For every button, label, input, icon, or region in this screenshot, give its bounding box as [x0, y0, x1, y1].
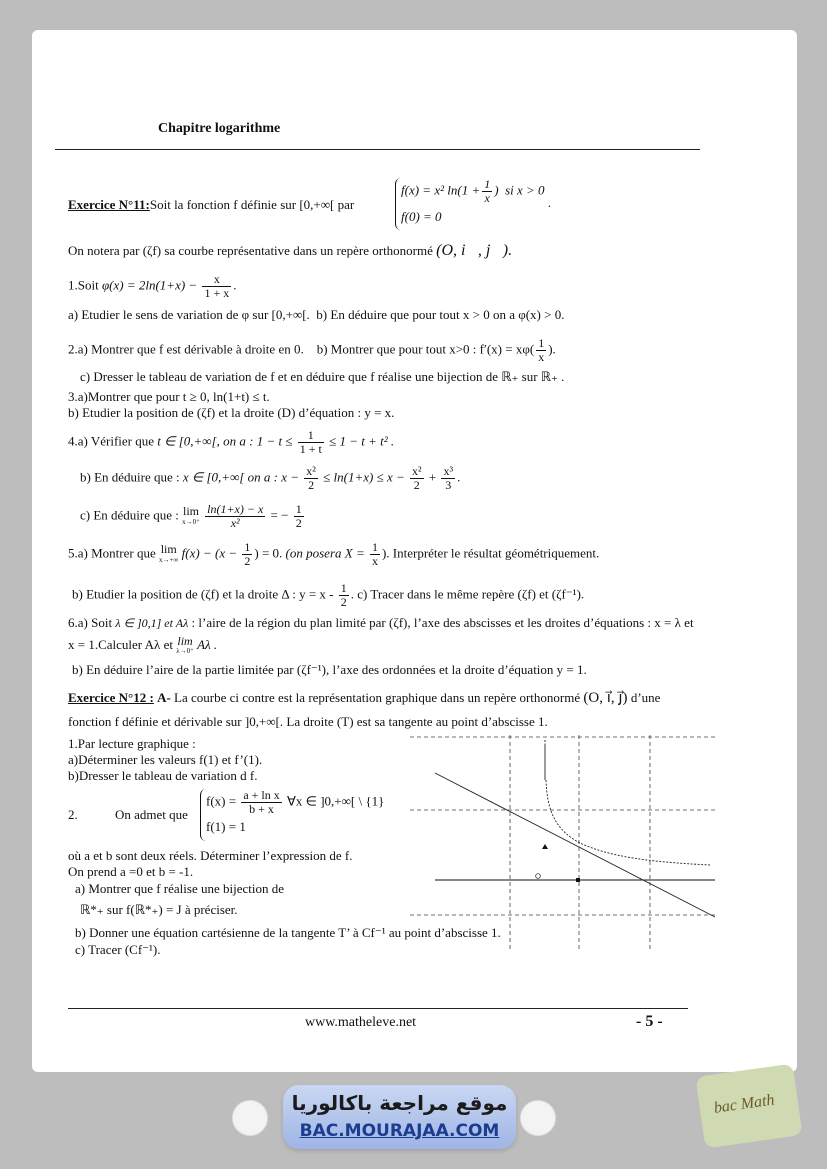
chapter-title: Chapitre logarithme — [158, 121, 281, 136]
right-logo-icon — [520, 1100, 556, 1136]
ex11-q3b: b) Etudier la position de (ζf) et la droite (D) d’équation : y = x. — [68, 405, 395, 420]
ex11-q4c — [80, 503, 306, 530]
footer-url[interactable]: www.matheleve.net — [305, 1015, 417, 1030]
ex11-case2: f(0) = 0 — [401, 209, 442, 224]
ex11-q4a-prefix: 4.a) Vérifier que — [68, 433, 155, 449]
ex11-q5a-prefix: 5.a) Montrer que — [68, 545, 156, 561]
ex11-q3a: 3.a)Montrer que pour t ≥ 0, ln(1+t) ≤ t. — [68, 389, 270, 404]
ex11-q4b-f3-den: 3 — [445, 478, 452, 492]
ex11-q5a-poser: (on posera X = — [285, 545, 365, 561]
ex11-q4c-res-den: 2 — [295, 516, 302, 530]
banner-arabic: موقع مراجعة باكالوريا — [291, 1091, 508, 1115]
ex11-q6a-text: : l’aire de la région du plan limité par (ζf), l’axe des abscisses et les droites d’équations : x = λ et — [191, 615, 694, 630]
ex11-q6a-lim: lim — [177, 634, 193, 648]
ex11-intro: Soit la fonction f définie sur — [149, 197, 297, 212]
ex11-q5a-frac-den: 2 — [244, 554, 251, 568]
ex11-q6a — [68, 615, 694, 631]
ex12-q2-line: où a et b sont deux réels. Déterminer l’expression de f. — [68, 848, 353, 863]
ex11-q2b-text: b) Montrer que pour tout x>0 : f′(x) = xφ — [316, 341, 530, 357]
ex11-q5b-text: b) Etudier la position de (ζf) et la droite Δ : y = x - — [72, 586, 334, 602]
ex11-q5b-frac-den: 2 — [340, 595, 347, 609]
ex11-q4b-prefix: b) En déduire que : — [80, 469, 180, 485]
ex11-q1a-text: a) Etudier le sens de variation de φ sur — [68, 307, 269, 322]
ex12-qb: b) Donner une équation cartésienne de la tangente T’ à Cf⁻¹ au point d’abscisse 1. — [75, 925, 501, 940]
ex12-line2: fonction f définie et dérivable sur ]0,+∞[. La droite (T) est sa tangente au point d’abscisse 1. — [68, 714, 548, 729]
ex11-q2c: c) Dresser le tableau de variation de f et en déduire que f réalise une bijection de ℝ₊ sur ℝ₊ . — [80, 369, 565, 384]
ex11-q5a-frac-num: 1 — [244, 540, 251, 554]
ex12-q2-case1-cond: ∀x ∈ ]0,+∞[ \ {1} — [287, 793, 385, 809]
ex11-case1-frac-num: 1 — [484, 177, 491, 191]
ex11-q4c-frac-den: x² — [230, 516, 240, 530]
ex12-title: Exercice N°12 : — [68, 690, 154, 705]
ex11-q5a-lim: lim — [160, 541, 177, 556]
ex11-q4b-f1-num: x² — [306, 464, 316, 478]
site-banner[interactable] — [283, 1085, 516, 1149]
ex11-q6b: b) En déduire l’aire de la partie limitée par (ζf⁻¹), l’axe des ordonnées et la droite d’équation y = 1. — [72, 662, 587, 677]
ex12-header — [68, 688, 660, 707]
ex12-qa2: ℝ*₊ sur f(ℝ*₊) = J à préciser. — [80, 902, 238, 917]
ex11-q1a — [68, 307, 564, 323]
ex11-q4c-lim-sub: x→0⁺ — [182, 517, 200, 526]
curve-cf — [545, 740, 710, 865]
ex11-q1: 1.Soit φ(x) = 2ln(1+x) − $\frac{x}{1 + x}$ . — [68, 272, 237, 300]
ex11-case1-cond: si x > 0 — [505, 182, 545, 198]
ex11-q4a-frac-num: 1 — [298, 429, 324, 443]
ex12-q2-case2: f(1) = 1 — [206, 819, 246, 834]
ex12-qa: a) Montrer que f réalise une bijection de — [75, 881, 284, 896]
ex11-q5a-end: ). Interpréter le résultat géométriquement. — [381, 545, 600, 561]
ex11-q4c-lim: lim — [183, 503, 200, 518]
ex12-q1: 1.Par lecture graphique : — [68, 736, 196, 751]
ex11-q2b-frac-num: 1 — [538, 336, 545, 350]
ex11-q2a-text: 2.a) Montrer que f est dérivable à droite en 0. — [68, 341, 304, 357]
ex11-title: Exercice N°11: — [68, 197, 150, 212]
ex12-part: A- — [157, 690, 171, 705]
ex12-q1a: a)Déterminer les valeurs f(1) et f’(1). — [68, 752, 263, 767]
ex11-q5b — [72, 582, 584, 609]
ex11-q4c-res-num: 1 — [295, 502, 302, 516]
ex11-case1-frac-den: x — [484, 191, 490, 205]
ex12-qc: c) Tracer (Cf⁻¹). — [75, 942, 161, 957]
ex11-curve-line — [68, 242, 512, 260]
point-marker — [576, 878, 580, 882]
ex12-q2-case1-lhs: f(x) = — [206, 793, 237, 809]
ex11-case1-lhs: f(x) = x² ln — [401, 182, 458, 198]
ex12-repere: (O, i⃗, j⃗) — [583, 690, 628, 706]
banner-site[interactable]: BAC.MOURAJAA.COM — [299, 1121, 500, 1141]
ex12-q2-num: 2. — [68, 807, 78, 822]
ex11-q1-frac-den: 1 + x — [204, 286, 230, 300]
ex11-end-dot: . — [547, 194, 552, 210]
page-number: - 5 - — [636, 1013, 663, 1030]
ex11-q2: 2.a) Montrer que f est dérivable à droite en 0. b) Montrer que pour tout x>0 : f′(x) = xφ( $\frac{1}{x}$ ). — [68, 336, 556, 364]
ex11-q5a — [68, 541, 599, 568]
ex11-q5c-text: . c) Tracer dans le même repère (ζf) et (ζf⁻¹). — [350, 586, 585, 602]
ex11-q6a-end: Aλ . — [197, 636, 218, 652]
ex11-q4a-expr2: ≤ 1 − t + t² . — [329, 433, 395, 449]
ex11-q4b-plus: + — [428, 469, 437, 485]
ex12-q2-take: On prend a =0 et b = -1. — [68, 864, 194, 879]
ex11-q5a-lim-sub: x→+∞ — [158, 555, 179, 564]
ex11-q4c-prefix: c) En déduire que : — [80, 507, 179, 523]
ex11-q4b-expr2: ≤ ln(1+x) ≤ x − — [323, 469, 405, 485]
ex12-q2-text: On admet que — [115, 807, 188, 822]
ex11-q5a-pose-num: 1 — [371, 540, 378, 554]
ex11-q4c-eq: = − — [270, 507, 289, 523]
ex11-q4b-f1-den: 2 — [308, 478, 315, 492]
ex11-q6a-line2 — [68, 636, 217, 656]
ex11-q6a-lambda: λ ∈ ]0,1] et Aλ — [115, 616, 189, 630]
ex11-q6a-lim-sub: λ→0⁺ — [176, 647, 194, 655]
ex12-q2-frac-den: b + x — [249, 802, 274, 816]
ex11-q4c-frac-num: ln(1+x) − x — [207, 502, 264, 516]
ex12-graph — [405, 725, 720, 955]
ex11-case1-paren: 1 + — [461, 182, 481, 198]
ex11-q4a-frac-den: 1 + t — [299, 442, 322, 456]
ex11-q5b-frac-num: 1 — [340, 581, 347, 595]
ex11-interval: [0,+∞[ — [299, 197, 335, 212]
ex11-curve-text: On notera par (ζf) sa courbe représentative dans un repère orthonormé — [68, 243, 433, 258]
ex11-q1-prefix: 1.Soit — [68, 277, 99, 293]
footer-rule — [68, 1008, 688, 1009]
ex12-q1b: b)Dresser le tableau de variation d f. — [68, 768, 258, 783]
bac-math-logo — [695, 1064, 802, 1149]
ex11-q4b-expr1: x ∈ [0,+∞[ on a : x − — [182, 469, 300, 485]
point-marker — [542, 844, 548, 849]
ex11-q4a-expr1: t ∈ [0,+∞[, on a : 1 − t ≤ — [157, 433, 293, 449]
header-rule — [55, 149, 700, 150]
ex11-q2b-frac-den: x — [538, 350, 545, 364]
bac-math-logo-text: bac Math — [712, 1091, 776, 1117]
ex11-repere: (O, i⃗, j⃗). — [436, 242, 513, 259]
ex11-q5a-expr: f(x) − (x − — [181, 545, 238, 561]
ex11-header — [68, 180, 354, 228]
ex11-q1b-text: b) En déduire que pour tout x > 0 on a φ(x) > 0. — [316, 307, 565, 322]
ex11-q4b-f2-den: 2 — [413, 478, 420, 492]
ex12-q2-system — [200, 789, 384, 841]
ex12-intro: La courbe ci contre est la représentation graphique dans un repère orthonormé — [170, 690, 581, 705]
ex11-par: par — [337, 197, 355, 212]
ex11-q4b: b) En déduire que : x ∈ [0,+∞[ on a : x − $\frac{\text{x²}}{2}$ ≤ ln(1+x) ≤ x − $\frac{\text{x²}}{2}$ + $\frac{\text{x³}}{3}$ . — [80, 464, 461, 492]
ex11-q5a-expr2: ) = 0. — [254, 545, 283, 561]
tangent-line — [435, 773, 715, 917]
origin-marker — [536, 874, 541, 879]
ex12-intro-end: d’une — [630, 690, 661, 705]
left-logo-icon — [232, 1100, 268, 1136]
ex11-system: f(x) = x² ln(1 + $\frac{1}{x}$ ) si x > 0 f(0) = 0 . — [395, 178, 551, 230]
ex12-q2-frac-num: a + ln x — [243, 788, 280, 802]
ex11-q4a — [68, 429, 394, 456]
ex11-q1a-interval: [0,+∞[. — [271, 307, 310, 322]
ex11-q1-expr: φ(x) = 2ln(1+x) − — [101, 277, 198, 293]
ex11-q4b-f3-num: x³ — [443, 464, 454, 478]
ex11-q4b-f2-num: x² — [412, 464, 422, 478]
ex11-q6a-line2-text: x = 1.Calculer Aλ et — [68, 636, 173, 652]
ex11-q5a-pose-den: x — [371, 554, 378, 568]
ex11-q1-frac-num: x — [202, 273, 231, 287]
ex11-q6a-prefix: 6.a) Soit — [68, 615, 113, 630]
